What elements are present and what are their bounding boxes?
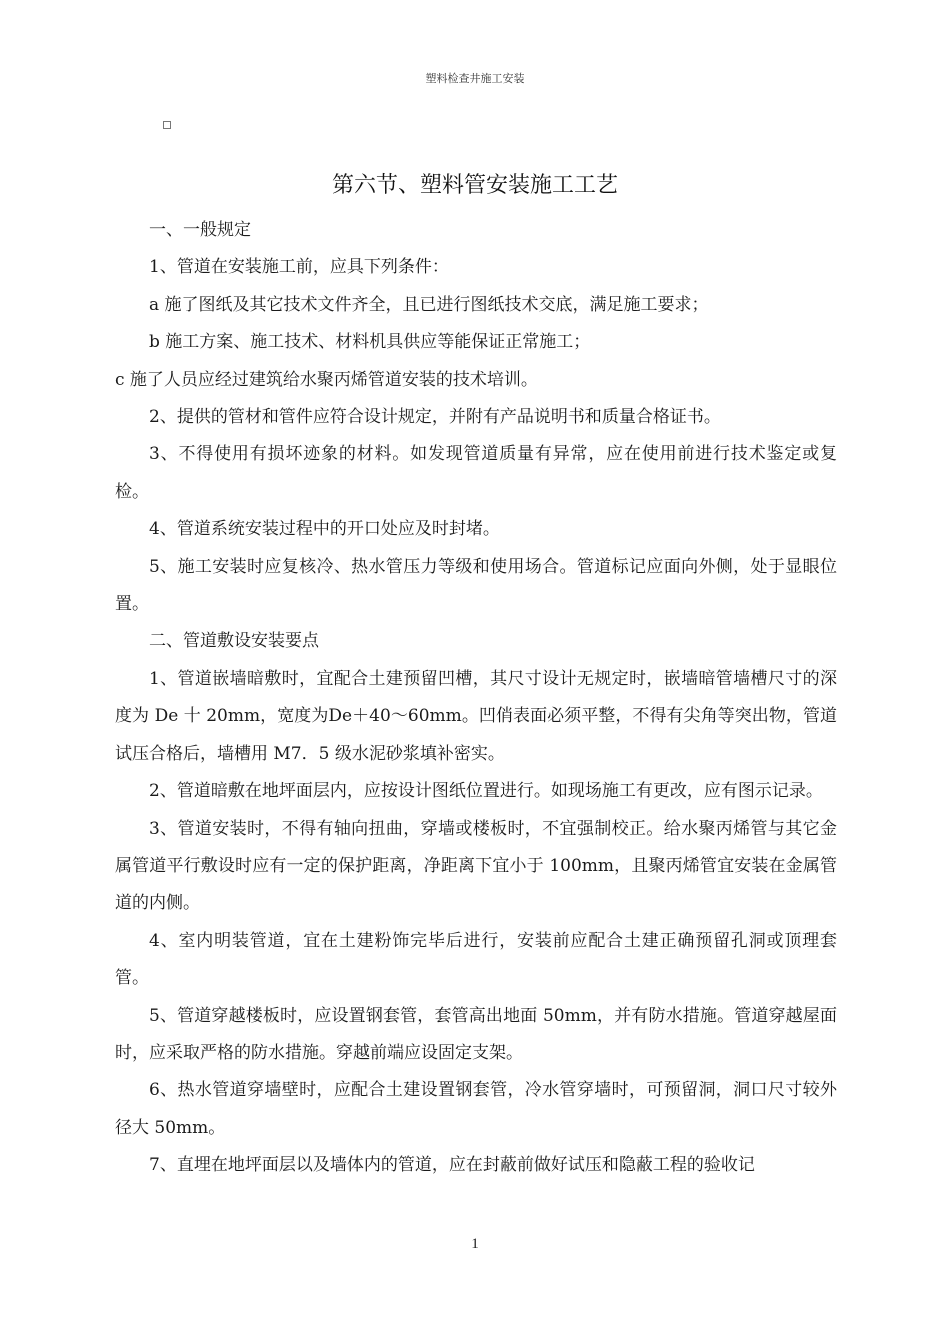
paragraph: 二、管道敷设安装要点 [149,631,319,652]
paragraph: 1、管道嵌墙暗敷时，宜配合土建预留凹槽，其尺寸设计无规定时，嵌墙暗管墙槽尺寸的深度为 De 十 20mm，宽度为De＋40～60mm。凹俏表面必须平整，不得有尖角等突出物，管道试压合格后，墙槽用 M7．5 级水泥砂浆填补密实。 [115,668,837,764]
paragraph: 4、室内明装管道，宜在土建粉饰完毕后进行，安装前应配合土建正确预留孔洞或顶理套管。 [115,930,837,989]
page-header: 塑料检查井施工安装 [425,72,525,85]
paragraph: 6、热水管道穿墙壁时，应配合土建设置钢套管，冷水管穿墙时，可预留洞，洞口尺寸较外径大 50mm。 [115,1080,837,1138]
paragraph: a 施了图纸及其它技术文件齐全，且已进行图纸技术交底，满足施工要求； [149,294,709,315]
paragraph: 2、提供的管材和管件应符合设计规定，并附有产品说明书和质量合格证书。 [149,407,721,428]
paragraph: b 施工方案、施工技术、材料机具供应等能保证正常施工； [149,332,591,353]
paragraph: c 施了人员应经过建筑给水聚丙烯管道安装的技术培训。 [115,369,538,390]
document-body [115,212,837,1185]
paragraph: 4、管道系统安装过程中的开口处应及时封堵。 [149,519,500,540]
paragraph: 5、施工安装时应复核冷、热水管压力等级和使用场合。管道标记应面向外侧，处于显眼位置。 [115,556,837,615]
paragraph: 一、一般规定 [149,220,251,240]
paragraph: 3、管道安装时，不得有轴向扭曲，穿墙或楼板时，不宜强制校正。给水聚丙烯管与其它金属管道平行敷设时应有一定的保护距离，净距离下宜小于 100mm，且聚丙烯管宜安装在金属管道的内侧。 [115,818,837,914]
paragraph: 1、管道在安装施工前，应具下列条件： [149,257,449,278]
paragraph: 3、不得使用有损坏迹象的材料。如发现管道质量有异常，应在使用前进行技术鉴定或复检。 [115,444,837,502]
paragraph: 2、管道暗敷在地坪面层内，应按设计图纸位置进行。如现场施工有更改，应有图示记录。 [149,781,823,802]
paragraph: 7、直埋在地坪面层以及墙体内的管道，应在封蔽前做好试压和隐蔽工程的验收记 [149,1155,755,1176]
page-number: 1 [471,1236,479,1252]
document-title: 第六节、塑料管安装施工工艺 [331,173,618,198]
paragraph: 5、管道穿越楼板时，应设置钢套管，套管高出地面 50mm，并有防水措施。管道穿越屋面时，应采取严格的防水措施。穿越前端应设固定支架。 [115,1005,837,1063]
checkbox-placeholder-icon [163,121,171,129]
